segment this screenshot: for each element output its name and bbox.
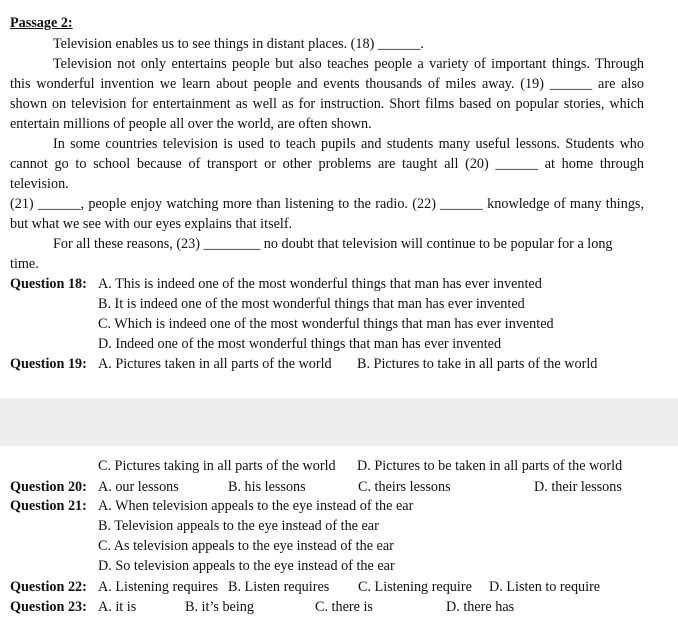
- question-18-option-a[interactable]: A. This is indeed one of the most wonderful things that man has ever invented: [98, 276, 542, 292]
- question-18-option-c[interactable]: C. Which is indeed one of the most wonderful things that man has ever invented: [98, 316, 554, 332]
- document-page-bottom: [0, 446, 678, 635]
- question-21-option-d[interactable]: D. So television appeals to the eye instead of the ear: [98, 558, 395, 574]
- question-19-option-c[interactable]: C. Pictures taking in all parts of the world: [98, 458, 336, 474]
- question-21-label: Question 21:: [10, 498, 87, 514]
- question-23-option-a[interactable]: A. it is: [98, 599, 137, 615]
- question-19-option-b[interactable]: B. Pictures to take in all parts of the world: [357, 356, 598, 372]
- question-23-label: Question 23:: [10, 599, 87, 615]
- passage-line-3: this wonderful invention we learn about people and events thousands of miles away. (19) ______ are also: [10, 76, 644, 92]
- question-23-option-d[interactable]: D. there has: [446, 599, 515, 615]
- passage-line-6: In some countries television is used to teach pupils and students many useful lessons. Students who: [53, 136, 644, 152]
- question-21-option-a[interactable]: A. When television appeals to the eye instead of the ear: [98, 498, 414, 514]
- question-22-option-d[interactable]: D. Listen to require: [489, 579, 601, 595]
- question-22-label: Question 22:: [10, 579, 87, 595]
- question-20-option-b[interactable]: B. his lessons: [228, 479, 306, 495]
- question-18-option-b[interactable]: B. It is indeed one of the most wonderful things that man has ever invented: [98, 296, 525, 312]
- question-18-label: Question 18:: [10, 276, 87, 292]
- question-23-option-b[interactable]: B. it’s being: [185, 599, 254, 615]
- passage-line-10: but what we see with our eyes explains that itself.: [10, 216, 293, 232]
- passage-line-9: (21) ______, people enjoy watching more than listening to the radio. (22) ______ knowledge of many things,: [10, 196, 644, 212]
- page-break-gap: [0, 398, 678, 446]
- passage-line-2: Television not only entertains people but also teaches people a variety of important things. Through: [53, 56, 644, 72]
- question-20-option-d[interactable]: D. their lessons: [534, 479, 622, 495]
- question-19-option-a[interactable]: A. Pictures taken in all parts of the world: [98, 356, 332, 372]
- question-19-option-d[interactable]: D. Pictures to be taken in all parts of the world: [357, 458, 623, 474]
- passage-line-11: For all these reasons, (23) ________ no doubt that television will continue to be popular for a long: [53, 236, 613, 252]
- question-22-option-a[interactable]: A. Listening requires: [98, 579, 219, 595]
- question-19-label: Question 19:: [10, 356, 87, 372]
- question-21-option-b[interactable]: B. Television appeals to the eye instead of the ear: [98, 518, 379, 534]
- question-20-label: Question 20:: [10, 479, 87, 495]
- passage-line-1: Television enables us to see things in distant places. (18) ______.: [53, 36, 424, 52]
- question-18-option-d[interactable]: D. Indeed one of the most wonderful things that man has ever invented: [98, 336, 502, 352]
- passage-line-5: entertain millions of people all over the world, are often shown.: [10, 116, 372, 132]
- passage-title: Passage 2:: [10, 15, 73, 31]
- passage-line-4: shown on television for entertainment as well as for instruction. Short films based on popular stories, which: [10, 96, 644, 112]
- question-20-option-a[interactable]: A. our lessons: [98, 479, 179, 495]
- passage-line-7: cannot go to school because of transport or other problems are taught all (20) ______ at home through: [10, 156, 644, 172]
- question-22-option-c[interactable]: C. Listening require: [358, 579, 472, 595]
- question-22-option-b[interactable]: B. Listen requires: [228, 579, 330, 595]
- passage-line-8: television.: [10, 176, 69, 192]
- question-20-option-c[interactable]: C. theirs lessons: [358, 479, 451, 495]
- question-23-option-c[interactable]: C. there is: [315, 599, 373, 615]
- passage-line-12: time.: [10, 256, 39, 272]
- question-21-option-c[interactable]: C. As television appeals to the eye instead of the ear: [98, 538, 394, 554]
